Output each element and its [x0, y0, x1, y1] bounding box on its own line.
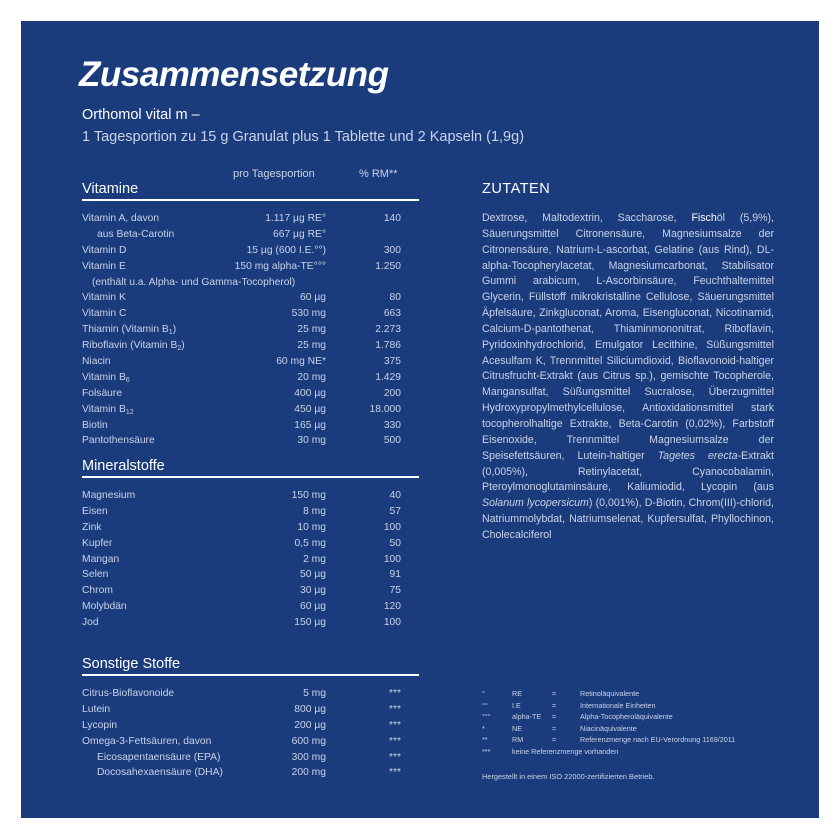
legend-desc: Retinoläquivalente [580, 689, 640, 698]
table-row [82, 704, 422, 720]
table-row [82, 767, 422, 783]
legend-sym: ** [482, 735, 488, 744]
page-title: Zusammensetzung [79, 55, 389, 94]
ingredients-part: -Extrakt (0,005%), Retinylacetat, Cyanocobalamin, Pteroylmonoglutaminsäure, Kaliumiodid, Lycopin (aus [482, 449, 774, 494]
section-title-sonstige: Sonstige Stoffe [82, 656, 419, 676]
table-row [82, 522, 422, 538]
nutrient-rm: 91 [389, 569, 401, 581]
nutrient-amount: 10 mg [297, 521, 326, 533]
table-row [82, 490, 422, 506]
legend-desc: Referenzmenge nach EU-Verordnung 1169/2011 [580, 735, 736, 744]
nutrient-rm: 300 [383, 244, 401, 256]
nutrient-rm: *** [388, 735, 401, 747]
table-row [82, 420, 422, 436]
nutrient-amount: 150 mg [291, 490, 326, 501]
allergen-fisch: Fisch [691, 212, 717, 224]
nutrient-rm: 1.429 [375, 371, 401, 383]
legend-eq: = [552, 700, 557, 710]
table-row [82, 720, 422, 736]
nutrient-rm: 140 [383, 213, 401, 224]
legend-sym: * [482, 723, 485, 733]
species-tagetes: Tagetes erecta [657, 449, 738, 462]
nutrient-name: Zink [82, 521, 102, 533]
nutrient-amount: 800 µg [294, 703, 326, 715]
nutrient-name: Lutein [82, 703, 111, 715]
nutrient-rm: 200 [383, 387, 401, 399]
nutrient-name: Docosahexaensäure (DHA) [97, 767, 223, 779]
nutrient-amount: 530 mg [291, 308, 326, 320]
table-row [82, 617, 422, 633]
nutrient-name: Selen [82, 569, 109, 581]
table-row [82, 554, 422, 570]
legend-eq: = [552, 723, 557, 733]
table-row [82, 340, 422, 356]
nutrient-amount: 150 mg alpha-TE°°° [234, 260, 326, 272]
ingredients-title: ZUTATEN [482, 181, 551, 197]
nutrient-name: Jod [82, 617, 99, 629]
nutrient-rm: 375 [383, 356, 401, 368]
section-title-vitamine: Vitamine [82, 181, 419, 201]
legend-sym: °° [482, 700, 488, 710]
table-row [82, 601, 422, 617]
nutrient-amount: 200 µg [294, 719, 326, 731]
nutrient-name: Mangan [82, 553, 120, 565]
nutrient-rm: 100 [383, 521, 401, 533]
nutrient-rm: *** [388, 703, 401, 715]
table-row [82, 585, 422, 601]
nutrient-rm: 18.000 [369, 403, 401, 415]
legend-row [482, 747, 802, 759]
nutrient-rm: 50 [389, 537, 401, 549]
column-header-rm: % RM** [359, 168, 398, 180]
nutrient-name: Vitamin B12 [82, 403, 134, 416]
product-name: Orthomol vital m – [82, 107, 200, 123]
nutrient-name: Thiamin (Vitamin B1) [82, 324, 177, 337]
nutrient-name: Chrom [82, 585, 113, 597]
nutrient-name: Citrus-Bioflavonoide [82, 688, 175, 699]
ingredients-text [482, 211, 774, 544]
legend-sym: °°° [482, 712, 491, 721]
nutrient-rm: 57 [389, 505, 401, 517]
species-solanum: Solanum lycopersicum [482, 497, 589, 510]
nutrient-name: (enthält u.a. Alpha- und Gamma-Tocopherol) [92, 276, 296, 288]
table-row [82, 435, 422, 451]
nutrient-name: Riboflavin (Vitamin B2) [82, 340, 185, 353]
nutrient-amount: 60 µg [300, 601, 326, 613]
table-row [82, 736, 422, 752]
nutrient-name: aus Beta-Carotin [97, 228, 175, 240]
nutrient-amount: 200 mg [291, 767, 326, 779]
nutrient-rm: 80 [389, 292, 401, 304]
legend-desc: Alpha-Tocopheroläquivalente [580, 712, 673, 721]
nutrient-amount: 400 µg [294, 387, 326, 399]
nutrient-name: Eicosapentaensäure (EPA) [97, 751, 221, 763]
nutrient-amount: 8 mg [303, 505, 326, 517]
table-row [82, 752, 422, 768]
nutrient-amount: 60 µg [300, 292, 326, 304]
nutrient-name: Vitamin C [82, 308, 127, 320]
nutrient-amount: 5 mg [303, 688, 326, 699]
legend-eq: = [552, 689, 557, 698]
nutrient-rm: 663 [383, 308, 401, 320]
legend-desc: Niacinäquivalente [580, 723, 637, 733]
table-row [82, 292, 422, 308]
portion-description: 1 Tagesportion zu 15 g Granulat plus 1 Tablette und 2 Kapseln (1,9g) [82, 129, 525, 145]
nutrient-name: Vitamin A, davon [82, 213, 160, 224]
nutrient-name: Vitamin B6 [82, 371, 130, 384]
nutrient-amount: 30 mg [297, 435, 326, 447]
table-row [82, 229, 422, 245]
legend-desc: Internationale Einheiten [580, 700, 656, 710]
table-row [82, 356, 422, 372]
table-row [82, 213, 422, 229]
nutrient-amount: 25 mg [297, 324, 326, 336]
nutrient-name: Biotin [82, 419, 108, 431]
vitamine-table [82, 213, 422, 451]
nutrient-amount: 300 mg [291, 751, 326, 763]
legend-abbr: RE [512, 689, 522, 698]
table-row [82, 245, 422, 261]
nutrient-name: Vitamin E [82, 260, 126, 272]
table-row [82, 261, 422, 277]
section-title-mineralstoffe: Mineralstoffe [82, 458, 419, 478]
legend-abbr: keine Referenzmenge vorhanden [512, 746, 619, 756]
legend-row [482, 712, 802, 724]
nutrient-name: Lycopin [82, 719, 118, 731]
nutrient-rm: 40 [389, 490, 401, 501]
nutrient-amount: 50 µg [300, 569, 326, 581]
table-row [82, 538, 422, 554]
nutrient-amount: 165 µg [294, 419, 326, 431]
abbreviation-legend [482, 689, 802, 758]
table-row [82, 372, 422, 388]
nutrient-amount: 1.117 µg RE° [265, 213, 326, 224]
table-row [82, 308, 422, 324]
table-row [82, 506, 422, 522]
nutrient-name: Magnesium [82, 490, 136, 501]
column-header-portion: pro Tagesportion [233, 168, 315, 180]
nutrient-amount: 25 mg [297, 340, 326, 352]
legend-row [482, 735, 802, 747]
nutrient-rm: 500 [383, 435, 401, 447]
nutrient-rm: 1.250 [375, 260, 401, 272]
legend-abbr: alpha-TE [512, 712, 542, 721]
table-row [82, 569, 422, 585]
nutrient-rm: *** [388, 767, 401, 779]
ingredients-part: Dextrose, Maltodextrin, Saccharose, [482, 212, 692, 224]
legend-eq: = [552, 735, 557, 744]
table-row [82, 324, 422, 340]
table-row [82, 688, 422, 704]
nutrient-amount: 150 µg [294, 617, 326, 629]
nutrient-name: Vitamin K [82, 292, 126, 304]
legend-abbr: NE [512, 723, 522, 733]
nutrient-amount: 20 mg [297, 371, 326, 383]
nutrient-rm: 330 [383, 419, 401, 431]
nutrient-amount: 667 µg RE° [273, 228, 326, 240]
table-row [82, 404, 422, 420]
nutrient-name: Kupfer [82, 537, 113, 549]
nutrient-name: Niacin [82, 356, 111, 368]
nutrient-name: Pantothensäure [82, 435, 155, 447]
nutrient-rm: 120 [383, 601, 401, 613]
nutrient-amount: 60 mg NE* [276, 356, 326, 368]
nutrient-rm: 75 [389, 585, 401, 597]
table-row [82, 388, 422, 404]
mineralstoffe-table [82, 490, 422, 633]
nutrient-amount: 0,5 mg [294, 537, 326, 549]
nutrient-amount: 30 µg [300, 585, 326, 597]
ingredients-part: öl (5,9%), Säuerungsmittel Citronensäure, Magnesiumsalze der Citronensäure, Natrium-L-ascorbat, Gelatine (aus Rind), DL-alpha-Tocopherylacetat, Magnesiumcarbonat, Stabilisator Gummi arabicum, L-Ascorbinsäure, Feuchthaltemittel Glycerin, Füllstoff mikrokristalline Cellulose, Säuerungsmittel Äpfelsäure, Zinkgluconat, Aroma, Eisengluconat, Nicotinamid, Calcium-D-pantothenat, Thiaminmononitrat, Riboflavin, Pyridoxinhydrochlorid, Emulgator Lecithine, Süßungsmittel Acesulfam K, Trennmittel Siliciumdioxid, Bioflavonoid-haltiger Citrusfrucht-Extrakt (aus Citrus sp.), gemischte Tocopherole, Mangansulfat, Süßungsmittel Sucralose, Überzugmittel Hydroxypropylmethylcellulose, Antioxidationsmittel stark tocopherolhaltige Extrakte, Beta-Carotin (0,02%), Farbstoff Eisenoxide, Trennmittel Magnesiumsalze der Speisefettsäuren, Lutein-haltiger [482, 212, 774, 462]
nutrient-rm: 100 [383, 553, 401, 565]
legend-sym: *** [482, 746, 491, 756]
nutrient-amount: 15 µg (600 I.E.°°) [246, 244, 326, 256]
nutrient-amount: 600 mg [291, 735, 326, 747]
legend-row [482, 689, 802, 701]
nutrient-rm: 100 [383, 617, 401, 629]
nutrient-name: Omega-3-Fettsäuren, davon [82, 735, 212, 747]
table-row [82, 277, 422, 293]
certification-note: Hergestellt in einem ISO 22000-zertifizierten Betrieb. [482, 772, 655, 781]
composition-panel [21, 21, 819, 818]
nutrient-name: Vitamin D [82, 244, 127, 256]
nutrient-rm: *** [388, 719, 401, 731]
nutrient-name: Eisen [82, 505, 108, 517]
nutrient-amount: 450 µg [294, 403, 326, 415]
nutrient-amount: 2 mg [303, 553, 326, 565]
nutrient-name: Folsäure [82, 387, 123, 399]
nutrient-rm: *** [388, 751, 401, 763]
legend-eq: = [552, 712, 557, 721]
legend-abbr: I.E [512, 700, 521, 710]
nutrient-name: Molybdän [82, 601, 127, 613]
sonstige-table [82, 688, 422, 783]
nutrient-rm: 2.273 [375, 324, 401, 336]
ingredients-part: ) (0,001%), D-Biotin, Chrom(III)-chlorid, Natriummolybdat, Natriumselenat, Kupfersulfat, Phyllochinon, Cholecalciferol [482, 497, 774, 541]
nutrient-rm: 1.786 [375, 340, 401, 352]
legend-abbr: RM [512, 735, 524, 744]
nutrient-rm: *** [388, 688, 401, 699]
legend-sym: ° [482, 689, 485, 698]
legend-row [482, 701, 802, 713]
legend-row [482, 724, 802, 736]
